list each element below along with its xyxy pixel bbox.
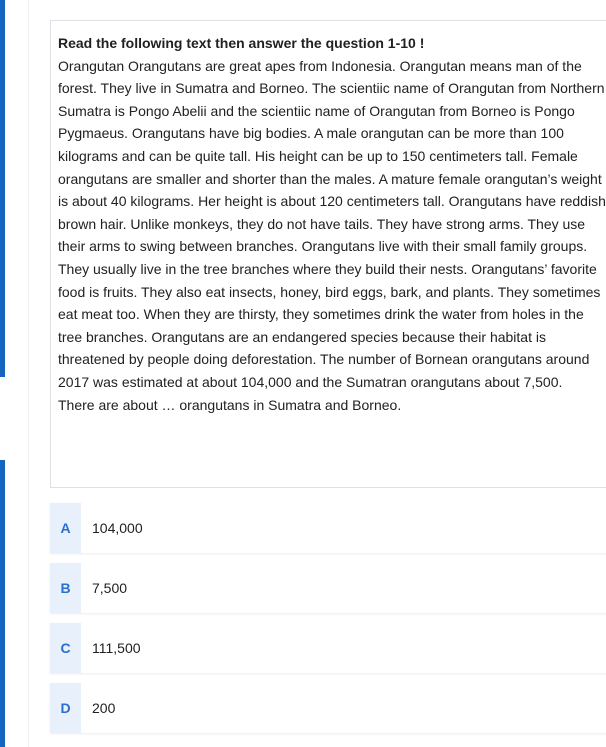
question-card: [50, 20, 606, 488]
option-text: 200: [92, 700, 116, 716]
left-accent-bar: [0, 460, 5, 747]
question-title: Read the following text then answer the question 1-10 !: [58, 35, 425, 51]
option-letter: D: [50, 683, 81, 733]
option-text: 104,000: [92, 520, 143, 536]
option-letter: A: [50, 503, 81, 553]
reading-passage: Orangutan Orangutans are great apes from Indonesia. Orangutan means man of the forest. They live in Sumatra and Borneo. The scientiic name of Orangutan from Northern Sumatra is Pongo Abelii and the scientiic name of Orangutan from Borneo is Pongo Pygmaeus. Orangutans have big bodies. A male orangutan can be more than 100 kilograms and can be quite tall. His height can be up to 150 centimeters tall. Female orangutans are smaller and shorter than the males. A mature female orangutan’s weight is about 40 kilograms. Her height is about 120 centimeters tall. Orangutans have reddish brown hair. Unlike monkeys, they do not have tails. They have strong arms. They use their arms to swing between branches. Orangutans live with their small family groups. They usually live in the tree branches where they build their nests. Orangutans’ favorite food is fruits. They also eat insects, honey, bird eggs, bark, and plants. They sometimes eat meat too. When they are thirsty, they sometimes drink the water from holes in the tree branches. Orangutans are an endangered species because their habitat is threatened by people doing deforestation. The number of Bornean orangutans around 2017 was estimated at about 104,000 and the Sumatran orangutans about 7,500.: [58, 57, 606, 390]
option-text: 7,500: [92, 580, 128, 596]
option-letter: C: [50, 623, 81, 673]
question-prompt: There are about … orangutans in Sumatra and Borneo.: [58, 396, 402, 413]
answer-option-d[interactable]: [50, 683, 606, 733]
answer-option-c[interactable]: [50, 623, 606, 673]
gutter-divider: [28, 0, 29, 747]
answer-option-a[interactable]: [50, 503, 606, 553]
answer-option-b[interactable]: [50, 563, 606, 613]
question-text: [58, 32, 606, 416]
option-text: 111,500: [92, 640, 141, 656]
left-accent-bar: [0, 0, 5, 377]
option-letter: B: [50, 563, 81, 613]
